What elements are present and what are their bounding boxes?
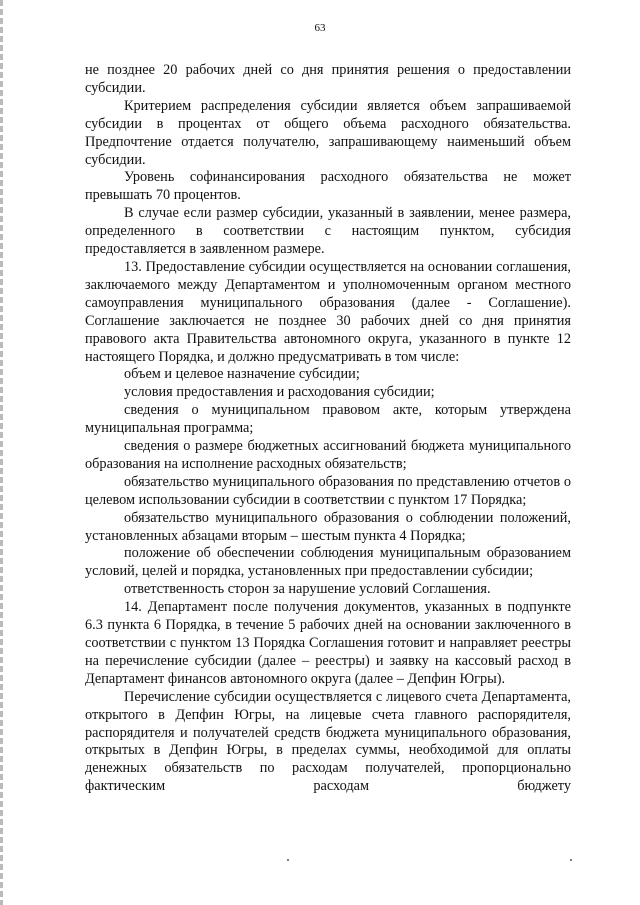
page-number: 63 xyxy=(314,22,326,34)
paragraph: 14. Департамент после получения документов, указанных в подпункте 6.3 пункта 6 Порядка, в течение 5 рабочих дней на основании заключенного в соответствии с пунктом 13 Порядка Соглашения готовит и направляет реестры на перечисление субсидии (далее – реестры) и заявку на кассовый расход в Департамент финансов автономного округа (далее – Депфин Югры). xyxy=(85,599,571,687)
list-item: объем и целевое назначение субсидии; xyxy=(124,366,360,383)
list-item: обязательство муниципального образования по представлению отчетов о целевом использовании субсидии в соответствии с пунктом 17 Порядка; xyxy=(85,473,571,508)
scan-edge xyxy=(0,0,3,905)
paragraph: Критерием распределения субсидии является объем запрашиваемой субсидии в процентах от общего объема расходного обязательства. Предпочтение отдается получателю, запрашивающему наименьший объем субсидии. xyxy=(85,97,571,168)
list-item: обязательство муниципального образования о соблюдении положений, установленных абзацами вторым – шестым пункта 4 Порядка; xyxy=(85,509,571,544)
list-item: условия предоставления и расходования субсидии; xyxy=(124,384,435,401)
paragraph: В случае если размер субсидии, указанный в заявлении, менее размера, определенного в соответствии с настоящим пунктом, субсидия предоставляется в заявленном размере. xyxy=(85,205,571,258)
list-item: положение об обеспечении соблюдения муниципальным образованием условий, целей и порядка, установленных при предоставлении субсидии; xyxy=(85,545,571,580)
paragraph: Перечисление субсидии осуществляется с лицевого счета Департамента, открытого в Депфин Югры, на лицевые счета главного распорядителя, распорядителя и получателей средств бюджета муниципального образования, открытых в Депфин Югры, в пределах суммы, необходимой для оплаты денежных обязательств по расходам получателей, пропорционально фактическим расходам бюджету xyxy=(85,688,571,795)
list-item: ответственность сторон за нарушение условий Соглашения. xyxy=(124,581,491,598)
document-body xyxy=(85,62,571,796)
list-item: сведения о муниципальном правовом акте, которым утверждена муниципальная программа; xyxy=(85,402,571,437)
paragraph: Уровень софинансирования расходного обязательства не может превышать 70 процентов. xyxy=(85,169,571,204)
scan-speck xyxy=(570,859,572,861)
list-item: сведения о размере бюджетных ассигнований бюджета муниципального образования на исполнение расходных обязательств; xyxy=(85,438,571,472)
paragraph: 13. Предоставление субсидии осуществляется на основании соглашения, заключаемого между Департаментом и уполномоченным органом местного самоуправления муниципального образования (далее - Соглашение). Соглашение заключается не позднее 30 рабочих дней со дня принятия правового акта Правительства автономного округа, указанного в пункте 12 настоящего Порядка, и должно предусматривать в том числе: xyxy=(85,258,571,365)
paragraph: не позднее 20 рабочих дней со дня принятия решения о предоставлении субсидии. xyxy=(85,62,571,96)
scan-speck xyxy=(287,859,289,861)
